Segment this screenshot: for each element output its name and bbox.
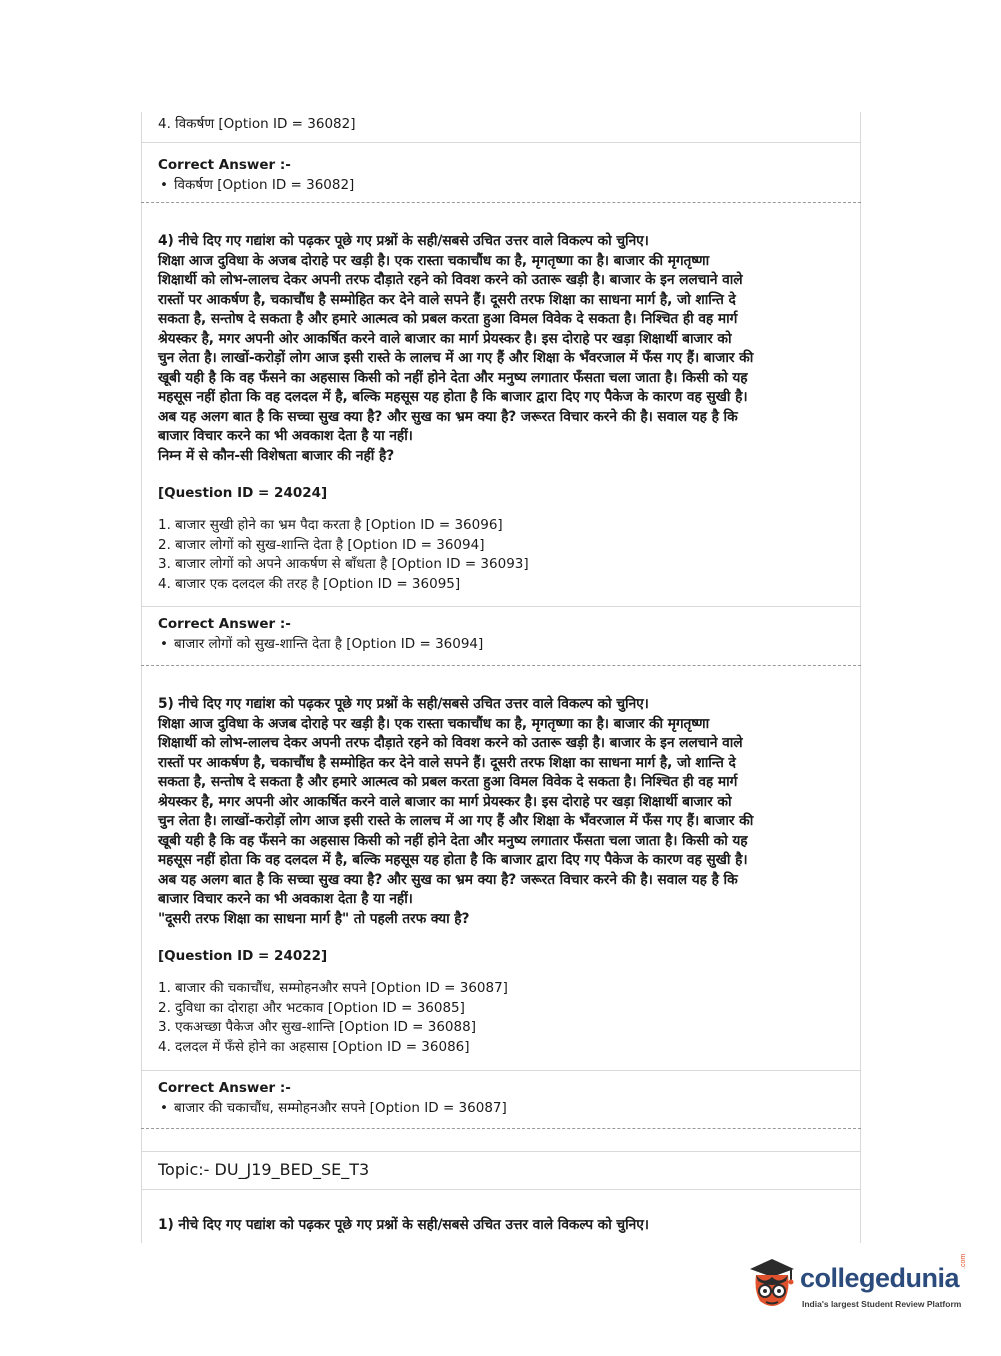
q5-option-1: 1. बाजार की चकाचौंध, सम्मोहनऔर सपने [Option ID = 36087] <box>158 980 508 996</box>
prev-answer: • विकर्षण [Option ID = 36082] <box>158 175 844 195</box>
q4-line: निम्न में से कौन-सी विशेषता बाजार की नहीं है? <box>158 447 395 464</box>
question-5-options <box>158 979 844 1057</box>
q4-option-3: 3. बाजार लोगों को अपने आकर्षण से बाँधता है [Option ID = 36093] <box>158 556 529 572</box>
question-5-id: [Question ID = 24022] <box>158 948 328 964</box>
q4-line: श्रेयस्कर है, मगर अपनी ओर आकर्षित करने वाले बाजार का मार्ग प्रेयस्कर है। इस दोराहे पर खड़ा शिक्षार्थी बाजार को <box>158 330 732 347</box>
next-question-text: 1) नीचे दिए गए पद्यांश को पढ़कर पूछे गए प्रश्नों के सही/सबसे उचित उत्तर वाले विकल्प को चुनिए। <box>158 1217 649 1233</box>
q4-answer: • बाजार लोगों को सुख-शान्ति देता है [Option ID = 36094] <box>158 634 844 654</box>
topic-title: Topic:- DU_J19_BED_SE_T3 <box>158 1160 370 1179</box>
collegedunia-logo <box>742 1255 972 1315</box>
topic-block <box>141 1151 861 1189</box>
q4-line: महसूस नहीं होता कि वह दलदल में है, बल्कि महसूस यह होता है कि बाजार द्वारा दिए गए पैकेज के कारण वह सुखी है। <box>158 389 748 405</box>
q4-line: सकता है, सन्तोष दे सकता है और हमारे आत्मत्व को प्रबल करता हुआ विमल विवेक दे सकता है। निश्चित ही वह मार्ग <box>158 311 738 327</box>
q5-line: श्रेयस्कर है, मगर अपनी ओर आकर्षित करने वाले बाजार का मार्ग प्रेयस्कर है। इस दोराहे पर खड़ा शिक्षार्थी बाजार को <box>158 793 732 810</box>
prev-option-block <box>141 112 861 142</box>
next-question-block <box>141 1189 861 1243</box>
logo-wordmark: collegedunia <box>800 1263 960 1293</box>
q5-line: अब यह अलग बात है कि सच्चा सुख क्या है? और सुख का भ्रम क्या है? जरूरत विचार करने की है। सवाल यह है कि <box>158 871 738 888</box>
q4-line: 4) नीचे दिए गए गद्यांश को पढ़कर पूछे गए प्रश्नों के सही/सबसे उचित उत्तर वाले विकल्प को चुनिए। <box>158 233 649 249</box>
q4-line: चुन लेता है। लाखों-करोड़ों लोग आज इसी रास्ते के लालच में आ गए हैं और शिक्षा के भँवरजाल में फँस गए हैं। बाजार की <box>158 350 754 366</box>
q5-line: 5) नीचे दिए गए गद्यांश को पढ़कर पूछे गए प्रश्नों के सही/सबसे उचित उत्तर वाले विकल्प को चुनिए। <box>158 696 649 712</box>
q4-option-1: 1. बाजार सुखी होने का भ्रम पैदा करता है [Option ID = 36096] <box>158 517 503 533</box>
q5-line: महसूस नहीं होता कि वह दलदल में है, बल्कि महसूस यह होता है कि बाजार द्वारा दिए गए पैकेज के कारण वह सुखी है। <box>158 852 748 868</box>
q4-line: अब यह अलग बात है कि सच्चा सुख क्या है? और सुख का भ्रम क्या है? जरूरत विचार करने की है। सवाल यह है कि <box>158 408 738 425</box>
question-5-answer-block <box>141 1070 861 1128</box>
q5-option-3: 3. एकअच्छा पैकेज और सुख-शान्ति [Option ID = 36088] <box>158 1019 476 1035</box>
q5-line: सकता है, सन्तोष दे सकता है और हमारे आत्मत्व को प्रबल करता हुआ विमल विवेक दे सकता है। निश्चित ही वह मार्ग <box>158 774 738 790</box>
q5-line: रास्तों पर आकर्षण है, चकाचौंध है सम्मोहित कर देने वाले सपने हैं। दूसरी तरफ शिक्षा का साधना मार्ग है, जो शान्ति दे <box>158 754 736 771</box>
document-page <box>141 112 861 1243</box>
logo-tagline: India's largest Student Review Platform <box>802 1299 962 1309</box>
prev-option-4: 4. विकर्षण [Option ID = 36082] <box>158 116 356 132</box>
q4-line: शिक्षा आज दुविधा के अजब दोराहे पर खड़ी है। एक रास्ता चकाचौंध का है, मृगतृष्णा का है। बाजार की मृगतृष्णा <box>158 252 710 269</box>
q5-answer-heading: Correct Answer :- <box>158 1080 291 1096</box>
logo-dotcom: .com <box>960 1253 967 1269</box>
prev-answer-heading: Correct Answer :- <box>158 157 291 173</box>
spacer-block <box>141 1129 861 1151</box>
prev-answer-block <box>141 142 861 202</box>
q4-line: खूबी यही है कि वह फँसने का अहसास किसी को नहीं होने देता और मनुष्य लगातार फँसता चला जाता है। किसी को यह <box>158 369 748 386</box>
q4-option-2: 2. बाजार लोगों को सुख-शान्ति देता है [Option ID = 36094] <box>158 536 485 553</box>
question-4-answer-block <box>141 606 861 665</box>
q5-line: "दूसरी तरफ शिक्षा का साधना मार्ग है" तो पहली तरफ क्या है? <box>158 910 470 927</box>
question-4-text <box>158 232 844 466</box>
q4-line: शिक्षार्थी को लोभ-लालच देकर अपनी तरफ दौड़ाते रहने को विवश करने को उतारू खड़ी है। बाजार के इन ललचाने वाले <box>158 272 743 288</box>
q4-line: रास्तों पर आकर्षण है, चकाचौंध है सम्मोहित कर देने वाले सपने हैं। दूसरी तरफ शिक्षा का साधना मार्ग है, जो शान्ति दे <box>158 291 736 308</box>
q4-option-4: 4. बाजार एक दलदल की तरह है [Option ID = 36095] <box>158 575 461 592</box>
q5-line: चुन लेता है। लाखों-करोड़ों लोग आज इसी रास्ते के लालच में आ गए हैं और शिक्षा के भँवरजाल में फँस गए हैं। बाजार की <box>158 813 754 829</box>
q4-answer-heading: Correct Answer :- <box>158 616 291 632</box>
question-5-block <box>141 666 861 1070</box>
q5-line: शिक्षा आज दुविधा के अजब दोराहे पर खड़ी है। एक रास्ता चकाचौंध का है, मृगतृष्णा का है। बाजार की मृगतृष्णा <box>158 715 710 732</box>
q5-line: बाजार विचार करने का भी अवकाश देता है या नहीं। <box>158 891 413 907</box>
q5-line: खूबी यही है कि वह फँसने का अहसास किसी को नहीं होने देता और मनुष्य लगातार फँसता चला जाता है। किसी को यह <box>158 832 748 849</box>
question-4-options <box>158 516 844 594</box>
mascot-icon <box>742 1255 798 1315</box>
q5-option-2: 2. दुविधा का दोराहा और भटकाव [Option ID = 36085] <box>158 999 465 1016</box>
question-4-id: [Question ID = 24024] <box>158 485 328 501</box>
q4-line: बाजार विचार करने का भी अवकाश देता है या नहीं। <box>158 428 413 444</box>
question-4-block <box>141 203 861 606</box>
question-5-text <box>158 695 844 929</box>
q5-option-4: 4. दलदल में फँसे होने का अहसास [Option ID = 36086] <box>158 1038 470 1055</box>
q5-line: शिक्षार्थी को लोभ-लालच देकर अपनी तरफ दौड़ाते रहने को विवश करने को उतारू खड़ी है। बाजार के इन ललचाने वाले <box>158 735 743 751</box>
q5-answer: • बाजार की चकाचौंध, सम्मोहनऔर सपने [Option ID = 36087] <box>158 1098 844 1118</box>
